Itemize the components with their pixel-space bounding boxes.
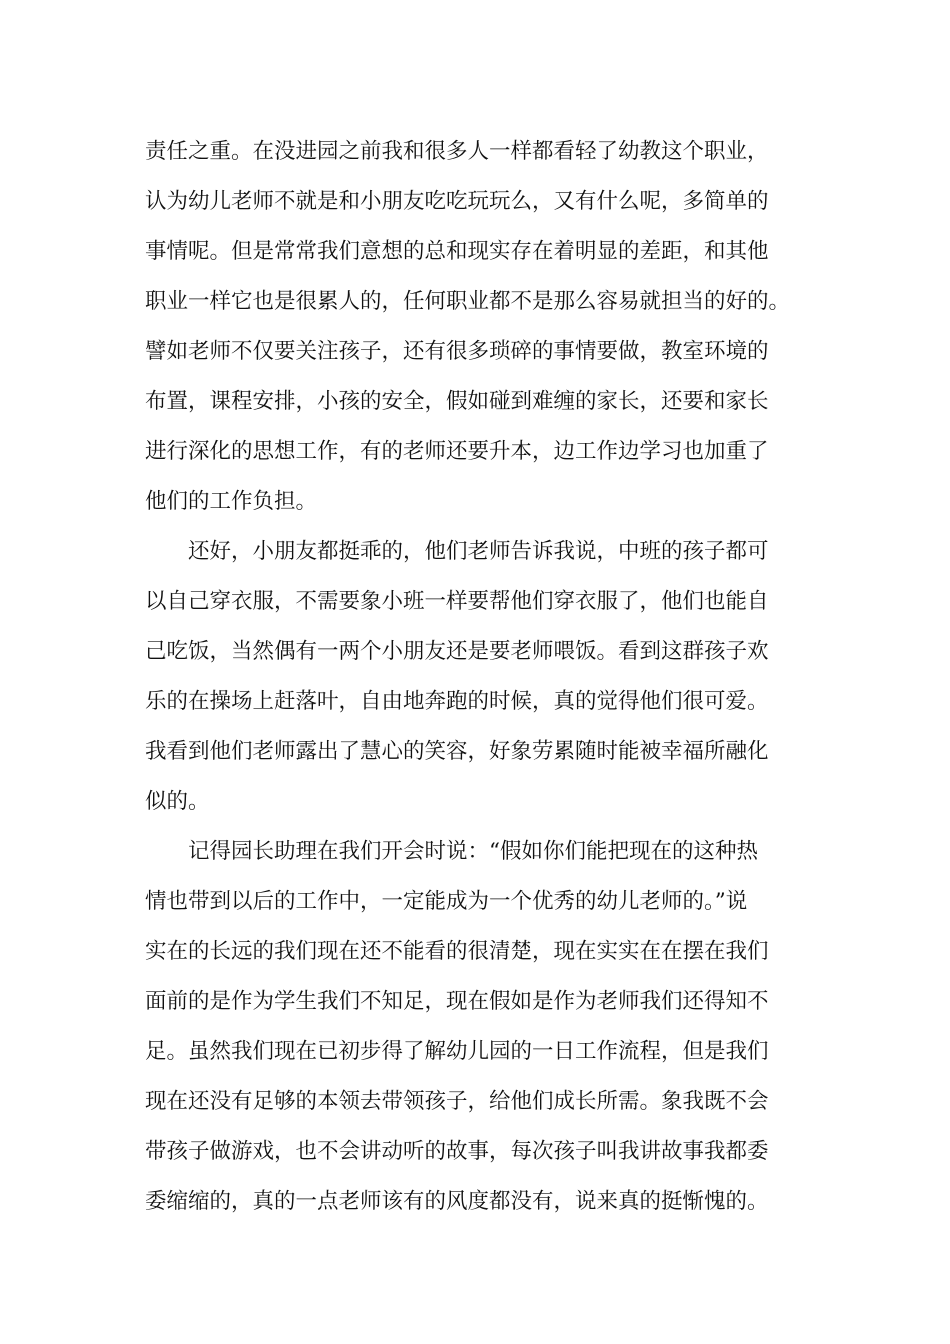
document-body xyxy=(145,127,815,1227)
text-line: 认为幼儿老师不就是和小朋友吃吃玩玩么，又有什么呢，多简单的 xyxy=(145,189,769,214)
text-line: 乐的在操场上赶落叶，自由地奔跑的时候，真的觉得他们很可爱。 xyxy=(145,689,769,714)
text-line: 记得园长助理在我们开会时说：“假如你们能把现在的这种热 xyxy=(188,839,758,864)
text-line: 似的。 xyxy=(145,789,210,814)
text-line: 带孩子做游戏，也不会讲动听的故事，每次孩子叫我讲故事我都委 xyxy=(145,1139,769,1164)
text-line: 足。虽然我们现在已初步得了解幼儿园的一日工作流程，但是我们 xyxy=(145,1039,769,1064)
text-line: 现在还没有足够的本领去带领孩子，给他们成长所需。象我既不会 xyxy=(145,1089,769,1114)
paragraph-3 xyxy=(145,827,815,1227)
text-line: 责任之重。在没进园之前我和很多人一样都看轻了幼教这个职业， xyxy=(145,139,769,164)
text-line: 以自己穿衣服，不需要象小班一样要帮他们穿衣服了，他们也能自 xyxy=(145,589,769,614)
text-line: 我看到他们老师露出了慧心的笑容，好象劳累随时能被幸福所融化 xyxy=(145,739,769,764)
text-line: 面前的是作为学生我们不知足，现在假如是作为老师我们还得知不 xyxy=(145,989,769,1014)
paragraph-1 xyxy=(145,127,815,527)
text-line: 布置，课程安排，小孩的安全，假如碰到难缠的家长，还要和家长 xyxy=(145,389,769,414)
text-line: 情也带到以后的工作中，一定能成为一个优秀的幼儿老师的。”说 xyxy=(145,889,748,914)
text-line: 他们的工作负担。 xyxy=(145,489,318,514)
text-line: 譬如老师不仅要关注孩子，还有很多琐碎的事情要做，教室环境的 xyxy=(145,339,769,364)
text-line: 委缩缩的，真的一点老师该有的风度都没有，说来真的挺惭愧的。 xyxy=(145,1189,769,1214)
text-line: 己吃饭，当然偶有一两个小朋友还是要老师喂饭。看到这群孩子欢 xyxy=(145,639,769,664)
text-line: 实在的长远的我们现在还不能看的很清楚，现在实实在在摆在我们 xyxy=(145,939,769,964)
text-line: 职业一样它也是很累人的，任何职业都不是那么容易就担当的好的。 xyxy=(145,289,791,314)
paragraph-2 xyxy=(145,527,815,827)
text-line: 事情呢。但是常常我们意想的总和现实存在着明显的差距，和其他 xyxy=(145,239,769,264)
text-line: 还好，小朋友都挺乖的，他们老师告诉我说，中班的孩子都可 xyxy=(188,539,769,564)
text-line: 进行深化的思想工作，有的老师还要升本，边工作边学习也加重了 xyxy=(145,439,769,464)
